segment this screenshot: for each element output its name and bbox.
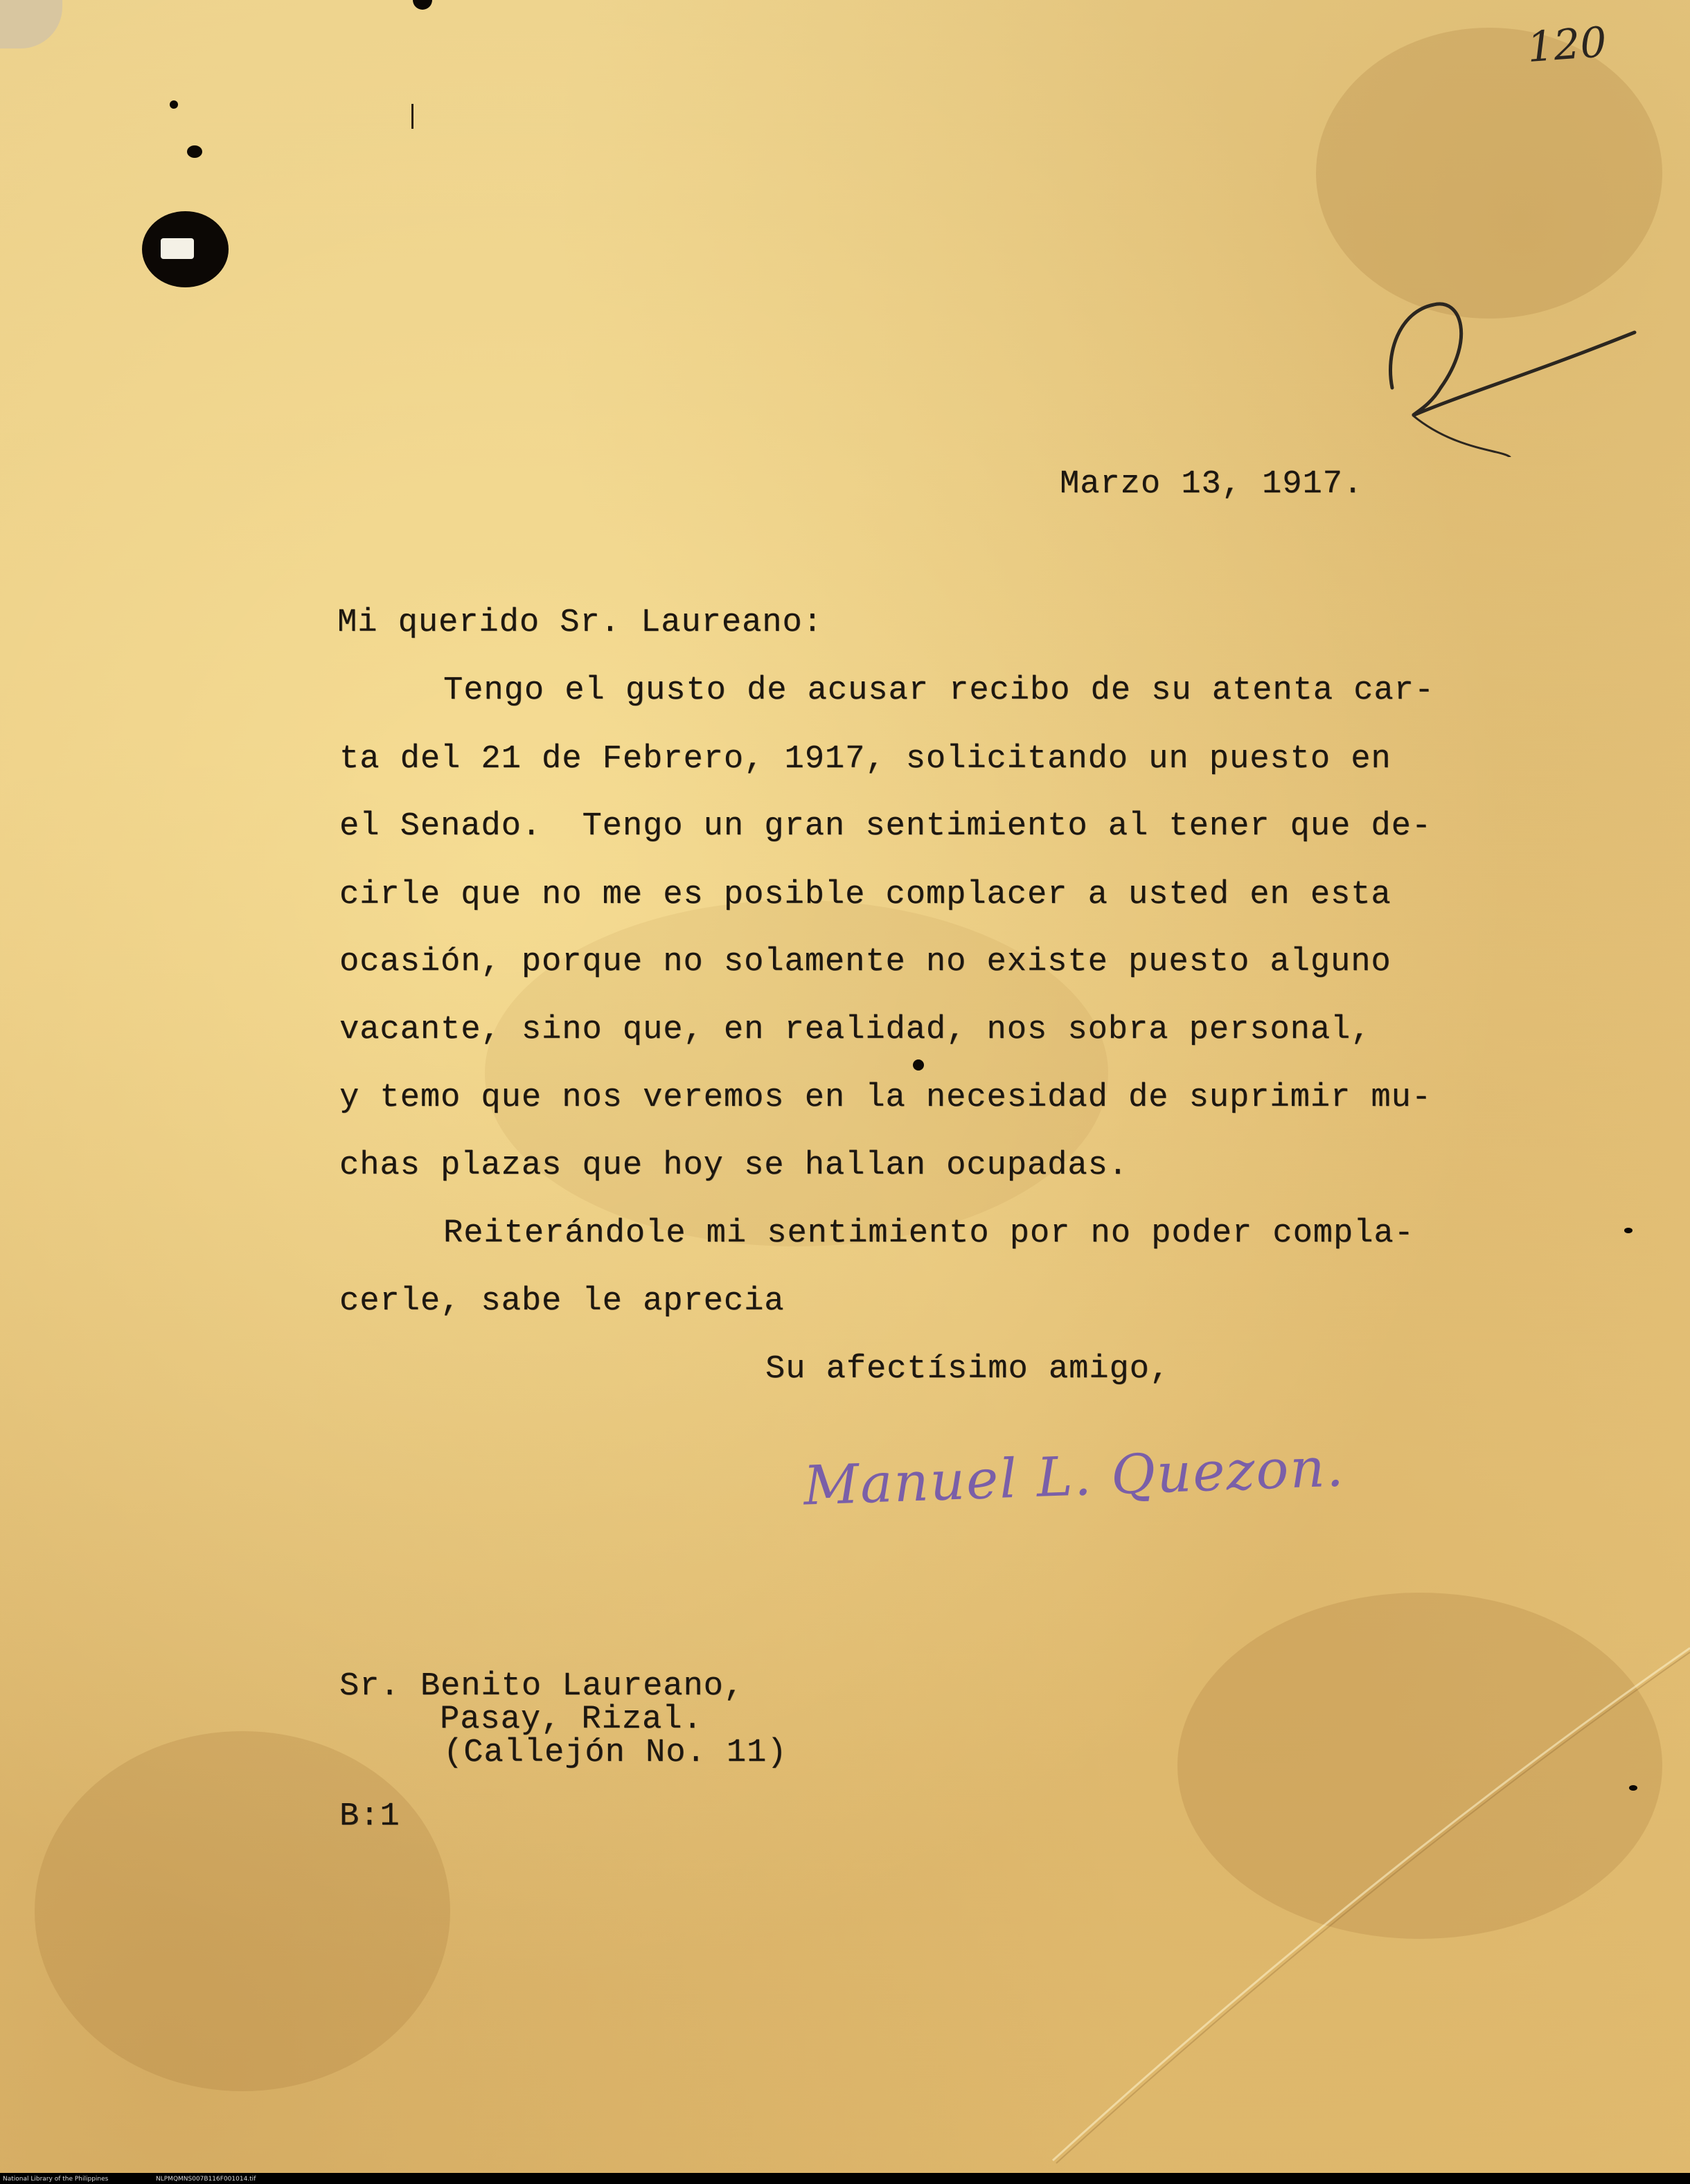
ink-spot — [1624, 1228, 1633, 1233]
body-line: chas plazas que hoy se hallan ocupadas. — [339, 1147, 1128, 1184]
body-line: cirle que no me es posible complacer a usted en esta — [339, 877, 1391, 913]
check-mark-icon — [1358, 277, 1648, 457]
body-line: vacante, sino que, en realidad, nos sobra personal, — [339, 1012, 1371, 1048]
archive-footer — [0, 2173, 1690, 2184]
body-line: cerle, sabe le aprecia — [339, 1283, 785, 1320]
recipient-address-line: (Callejón No. 11) — [443, 1735, 788, 1771]
archive-file-id: NLPMQMNS007B116F001014.tif — [156, 2176, 256, 2183]
closing: Su afectísimo amigo, — [765, 1351, 1171, 1388]
ink-spot — [1629, 1785, 1637, 1791]
body-line: Tengo el gusto de acusar recibo de su atenta car- — [443, 672, 1435, 709]
pencil-tick — [411, 104, 413, 129]
body-line: ta del 21 de Febrero, 1917, solicitando un puesto en — [339, 741, 1391, 778]
ink-spot — [913, 1059, 924, 1071]
ink-spot — [170, 100, 178, 109]
punch-hole-highlight — [161, 238, 194, 259]
signature: Manuel L. Quezon. — [802, 1436, 1346, 1518]
typist-initials: B:1 — [339, 1798, 400, 1835]
body-line: Reiterándole mi sentimiento por no poder compla- — [443, 1215, 1414, 1252]
recipient-address-line: Pasay, Rizal. — [440, 1701, 703, 1738]
page-number: 120 — [1525, 18, 1608, 72]
body-line: y temo que nos veremos en la necesidad de suprimir mu- — [339, 1080, 1432, 1116]
ink-spot — [187, 145, 202, 158]
body-line: el Senado. Tengo un gran sentimiento al tener que de- — [339, 808, 1432, 845]
letter-date: Marzo 13, 1917. — [1060, 466, 1364, 503]
archive-name: National Library of the Philippines — [3, 2176, 109, 2183]
salutation: Mi querido Sr. Laureano: — [337, 605, 823, 641]
body-line: ocasión, porque no solamente no existe puesto alguno — [339, 944, 1391, 981]
recipient-name: Sr. Benito Laureano, — [339, 1668, 745, 1705]
